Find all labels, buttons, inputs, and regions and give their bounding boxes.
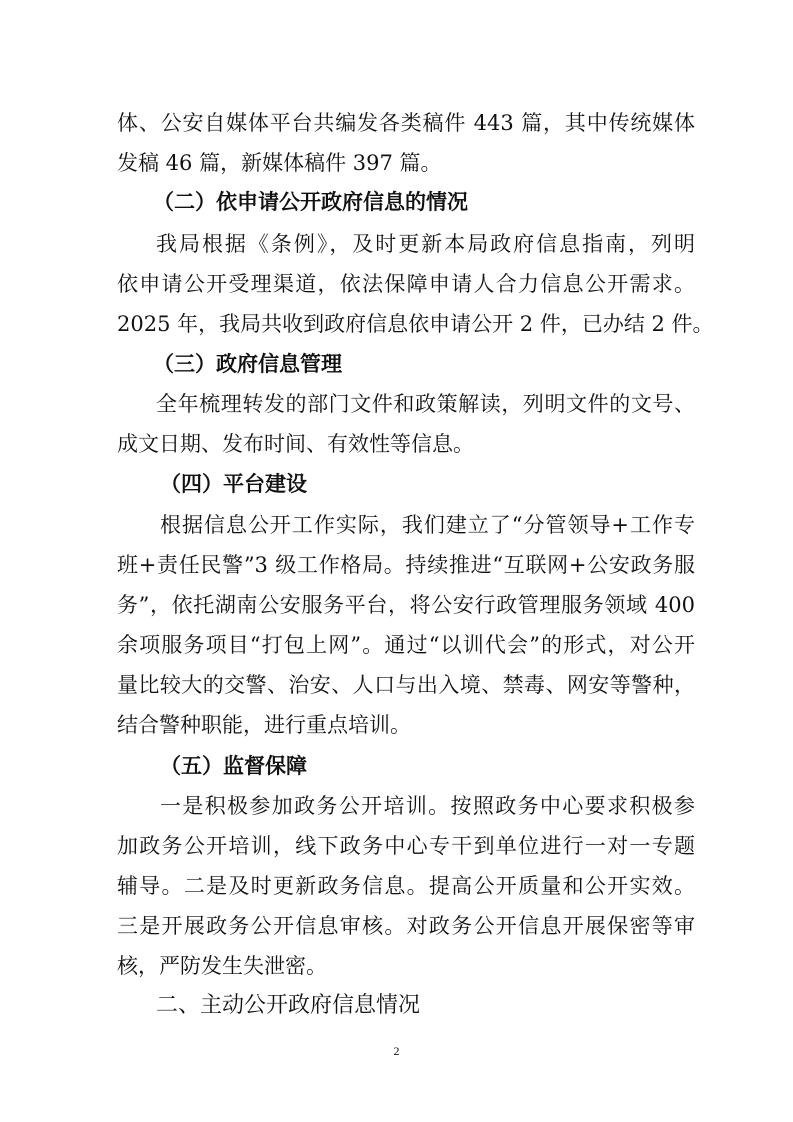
section-heading-2: （二）依申请公开政府信息的情况 <box>153 190 468 214</box>
body-text-line: 加政务公开培训，线下政务中心专干到单位进行一对一专题 <box>117 834 695 858</box>
body-text-line: 2025 年，我局共收到政府信息依申请公开 2 件，已办结 2 件。 <box>117 312 714 336</box>
body-text-line: 我局根据《条例》，及时更新本局政府信息指南，列明 <box>156 232 695 256</box>
section-heading-3: （三）政府信息管理 <box>153 352 342 376</box>
body-text-line: 三是开展政务公开信息审核。对政务公开信息开展保密等审 <box>117 914 695 938</box>
body-text-line: 班+责任民警”3 级工作格局。持续推进“互联网+公安政务服 <box>117 553 695 577</box>
body-text-line: 量比较大的交警、治安、人口与出入境、禁毒、网安等警种， <box>117 673 695 697</box>
page-number: 2 <box>393 1044 400 1058</box>
chapter-heading: 二、主动公开政府信息情况 <box>156 993 421 1018</box>
body-text-line: 根据信息公开工作实际，我们建立了“分管领导+工作专 <box>160 513 695 537</box>
body-text-line: 辅导。二是及时更新政务信息。提高公开质量和公开实效。 <box>117 874 695 898</box>
body-text-line: 余项服务项目“打包上网”。通过“以训代会”的形式，对公开 <box>117 633 695 657</box>
body-text-line: 结合警种职能，进行重点培训。 <box>117 713 411 737</box>
section-heading-5: （五）监督保障 <box>160 754 307 778</box>
body-text-line: 务”，依托湖南公安服务平台，将公安行政管理服务领域 400 <box>117 593 695 617</box>
section-heading-4: （四）平台建设 <box>160 472 307 496</box>
body-text-line: 一是积极参加政务公开培训。按照政务中心要求积极参 <box>160 794 695 818</box>
body-text-line: 发稿 46 篇，新媒体稿件 397 篇。 <box>117 151 442 175</box>
body-text-line: 依申请公开受理渠道，依法保障申请人合力信息公开需求。 <box>117 272 695 296</box>
body-text-line: 体、公安自媒体平台共编发各类稿件 443 篇，其中传统媒体 <box>117 111 695 135</box>
body-text-line: 全年梳理转发的部门文件和政策解读，列明文件的文号、 <box>156 392 695 416</box>
body-text-line: 成文日期、发布时间、有效性等信息。 <box>117 432 474 456</box>
body-text-line: 核，严防发生失泄密。 <box>117 954 327 978</box>
